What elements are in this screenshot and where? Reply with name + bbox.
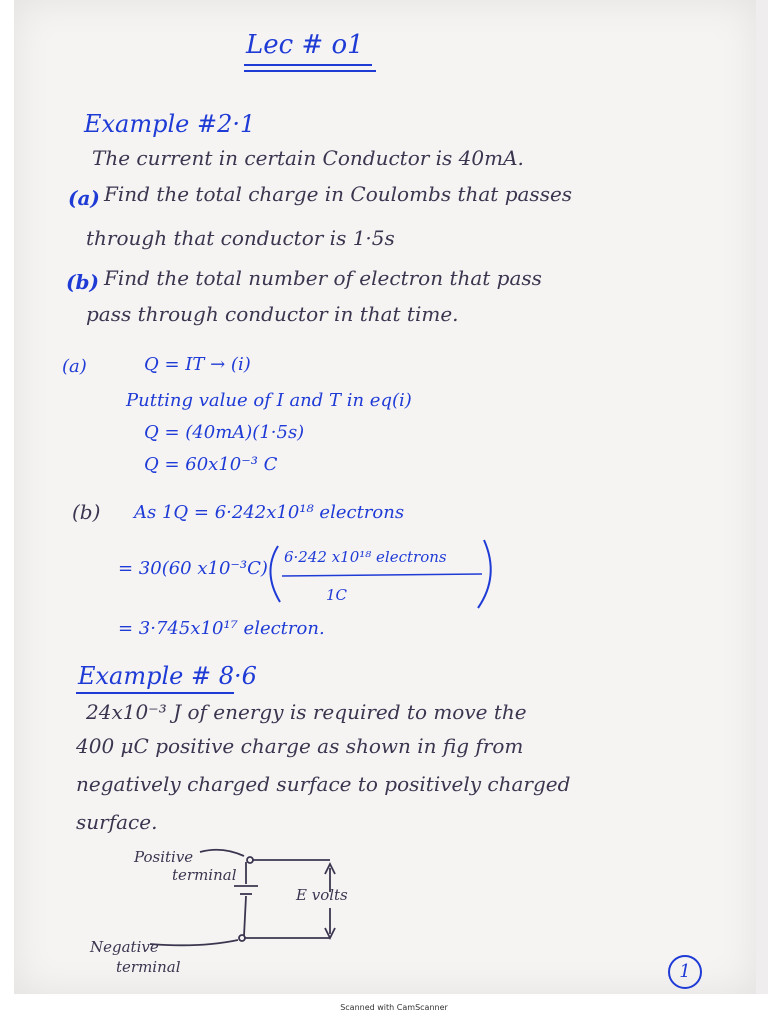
- solution-a-marker: (a): [62, 356, 87, 377]
- part-b-line2: pass through conductor in that time.: [86, 302, 459, 326]
- example2-line4: surface.: [76, 810, 158, 834]
- circuit-figure: [150, 850, 335, 946]
- example1-heading: Example #2·1: [84, 110, 256, 138]
- solution-b-marker: (b): [72, 500, 101, 524]
- example2-line3: negatively charged surface to positively charged: [76, 772, 571, 796]
- solution-b-result: = 3·745x10¹⁷ electron.: [118, 618, 325, 639]
- example2-line2: 400 μC positive charge as shown in fig from: [76, 734, 524, 758]
- solution-a-formula: Q = IT → (i): [144, 354, 251, 375]
- fraction-left-paren: [270, 546, 280, 602]
- solution-a-substitution: Putting value of I and T in eq(i): [126, 390, 412, 411]
- left-wire-bottom: [244, 896, 246, 936]
- solution-b-fraction-numerator: 6·242 x10¹⁸ electrons: [284, 548, 447, 566]
- scanner-watermark: Scanned with CamScanner: [340, 1003, 448, 1012]
- page-number-badge: 1: [668, 955, 702, 989]
- example1-statement: The current in certain Conductor is 40mA.: [92, 146, 524, 170]
- solution-a-result: Q = 60x10⁻³ C: [144, 454, 278, 475]
- negative-label-1: Negative: [90, 938, 159, 956]
- positive-terminal-dot: [247, 857, 253, 863]
- part-b-line1: Find the total number of electron that pass: [104, 266, 542, 290]
- fraction-bar: [282, 574, 482, 576]
- negative-label-2: terminal: [116, 958, 181, 976]
- example2-line1: 24x10⁻³ J of energy is required to move the: [86, 700, 527, 724]
- positive-leader: [200, 850, 244, 856]
- example2-heading: Example # 8·6: [78, 662, 257, 690]
- negative-leader: [150, 940, 238, 945]
- part-a-line1: Find the total charge in Coulombs that passes: [104, 182, 573, 206]
- scanner-footer: [0, 1000, 768, 1024]
- part-a-marker: (a): [68, 186, 100, 210]
- part-a-line2: through that conductor is 1·5s: [86, 226, 395, 250]
- voltage-label: E volts: [296, 886, 348, 904]
- part-b-marker: (b): [66, 270, 99, 294]
- solution-b-relation: As 1Q = 6·242x10¹⁸ electrons: [134, 502, 405, 523]
- solution-b-calc-left: = 30(60 x10⁻³C): [118, 558, 268, 579]
- solution-a-calc: Q = (40mA)(1·5s): [144, 422, 305, 443]
- lecture-title: Lec # o1: [246, 30, 364, 60]
- positive-label-2: terminal: [172, 866, 237, 884]
- positive-label-1: Positive: [134, 848, 194, 866]
- solution-b-fraction-denominator: 1C: [326, 586, 348, 604]
